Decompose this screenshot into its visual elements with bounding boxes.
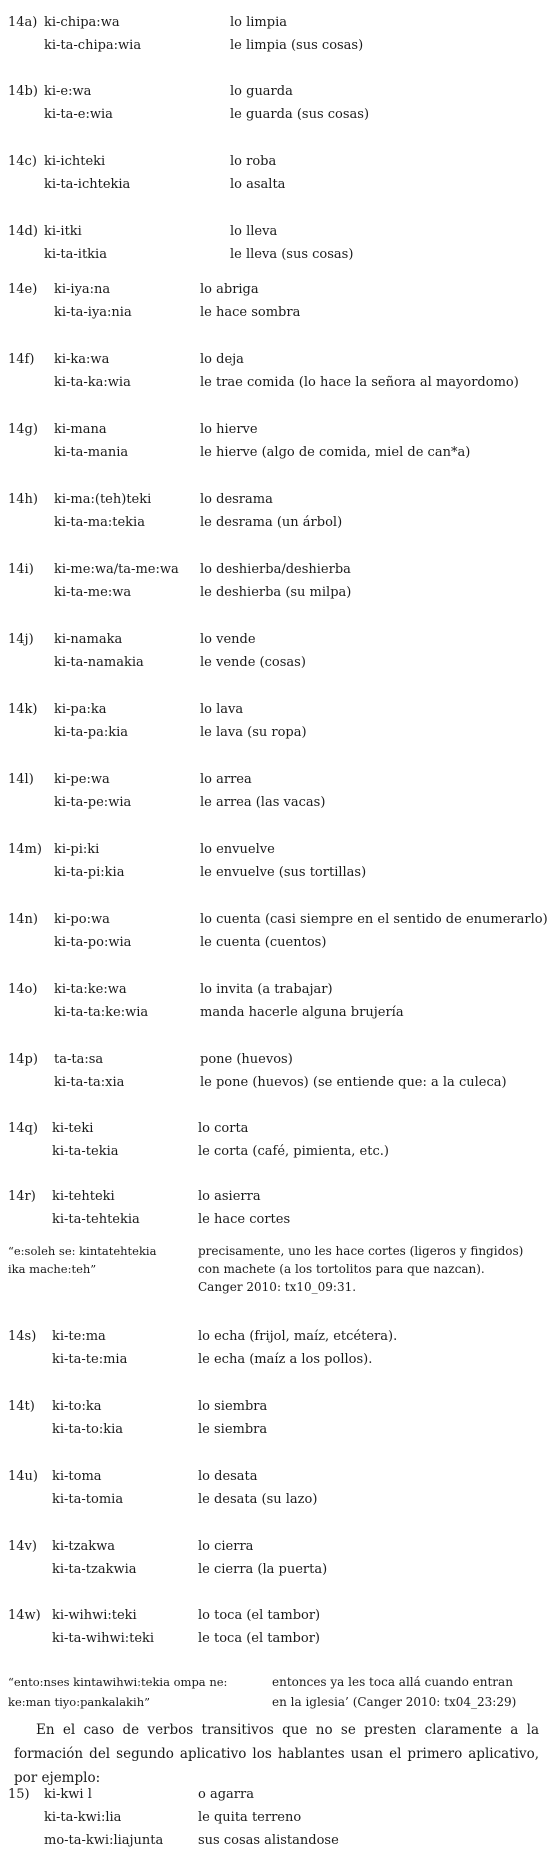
example-number: 14b) xyxy=(8,84,38,99)
example-block xyxy=(0,633,551,673)
spanish-gloss: lo echa (frijol, maíz, etcétera). xyxy=(198,1329,398,1344)
spanish-gloss: le vende (cosas) xyxy=(200,655,306,670)
example-block xyxy=(0,913,551,953)
example-block xyxy=(0,423,551,463)
example-number: 14g) xyxy=(8,422,38,437)
spanish-gloss: le arrea (las vacas) xyxy=(200,795,326,810)
spanish-gloss: lo cuenta (casi siempre en el sentido de enumerarlo) xyxy=(200,912,548,927)
nahuatl-form: ki-namaka xyxy=(54,632,123,647)
spanish-gloss: le hace sombra xyxy=(200,305,301,320)
nahuatl-form: ki-ta-ma:tekia xyxy=(54,515,145,530)
nahuatl-form: ta-ta:sa xyxy=(54,1052,104,1067)
spanish-gloss: le pone (huevos) (se entiende que: a la culeca) xyxy=(200,1075,507,1090)
spanish-gloss: le toca (el tambor) xyxy=(198,1631,320,1646)
nahuatl-form: ki-teki xyxy=(52,1121,94,1136)
example-number: 14o) xyxy=(8,982,38,997)
example-block xyxy=(0,1540,551,1580)
nahuatl-form: mo-ta-kwi:liajunta xyxy=(44,1833,164,1848)
nahuatl-form: ki-ichteki xyxy=(44,154,106,169)
nahuatl-form: ki-po:wa xyxy=(54,912,110,927)
spanish-gloss: le limpia (sus cosas) xyxy=(230,38,364,53)
quote-block xyxy=(0,1674,551,1714)
example-number: 14j) xyxy=(8,632,34,647)
quote-translation-line: con machete (a los tortolitos para que nazcan). xyxy=(198,1262,485,1276)
nahuatl-form: ki-ta-pe:wia xyxy=(54,795,132,810)
nahuatl-form: ki-itki xyxy=(44,224,82,239)
spanish-gloss: le hace cortes xyxy=(198,1212,291,1227)
spanish-gloss: lo envuelve xyxy=(200,842,275,857)
example-number: 14d) xyxy=(8,224,38,239)
nahuatl-form: ki-ta-tehtekia xyxy=(52,1212,140,1227)
nahuatl-form: ki-ka:wa xyxy=(54,352,110,367)
nahuatl-form: ki-ta-po:wia xyxy=(54,935,132,950)
example-number: 14f) xyxy=(8,352,35,367)
example-number: 14i) xyxy=(8,562,34,577)
nahuatl-form: ki-ta-ta:xia xyxy=(54,1075,125,1090)
spanish-gloss: le siembra xyxy=(198,1422,268,1437)
example-number: 14l) xyxy=(8,772,34,787)
nahuatl-form: ki-ta-ka:wia xyxy=(54,375,131,390)
spanish-gloss: le hierve (algo de comida, miel de can*a) xyxy=(200,445,471,460)
example-block xyxy=(0,16,551,56)
spanish-gloss: lo hierve xyxy=(200,422,258,437)
quote-nahuatl-line: ke:man tiyo:pankalakih” xyxy=(8,1695,150,1709)
spanish-gloss: le cierra (la puerta) xyxy=(198,1562,328,1577)
example-block xyxy=(0,983,551,1023)
nahuatl-form: ki-wihwi:teki xyxy=(52,1608,137,1623)
example-number: 14t) xyxy=(8,1399,35,1414)
example-number: 14h) xyxy=(8,492,38,507)
nahuatl-form: ki-chipa:wa xyxy=(44,15,120,30)
spanish-gloss: lo guarda xyxy=(230,84,293,99)
example-block xyxy=(0,1330,551,1370)
spanish-gloss: lo roba xyxy=(230,154,277,169)
spanish-gloss: lo cierra xyxy=(198,1539,254,1554)
spanish-gloss: pone (huevos) xyxy=(200,1052,293,1067)
example-number: 14w) xyxy=(8,1608,41,1623)
spanish-gloss: lo abriga xyxy=(200,282,259,297)
example-number: 14s) xyxy=(8,1329,37,1344)
nahuatl-form: ki-tehteki xyxy=(52,1189,115,1204)
spanish-gloss: lo limpia xyxy=(230,15,287,30)
nahuatl-form: ki-e:wa xyxy=(44,84,92,99)
spanish-gloss: le desrama (un árbol) xyxy=(200,515,343,530)
spanish-gloss: lo lava xyxy=(200,702,244,717)
nahuatl-form: ki-ta-pi:kia xyxy=(54,865,125,880)
quote-block xyxy=(0,1243,551,1303)
spanish-gloss: lo invita (a trabajar) xyxy=(200,982,333,997)
quote-nahuatl-line: “ento:nses kintawihwi:tekia ompa ne: xyxy=(8,1675,228,1689)
spanish-gloss: le quita terreno xyxy=(198,1810,302,1825)
nahuatl-form: ki-ta-tomia xyxy=(52,1492,124,1507)
example-number: 15) xyxy=(8,1787,30,1802)
example-number: 14r) xyxy=(8,1189,36,1204)
example-block xyxy=(0,1609,551,1649)
spanish-gloss: le envuelve (sus tortillas) xyxy=(200,865,367,880)
nahuatl-form: ki-ma:(teh)teki xyxy=(54,492,152,507)
example-block xyxy=(0,1122,551,1162)
example-block xyxy=(0,1788,551,1858)
spanish-gloss: le echa (maíz a los pollos). xyxy=(198,1352,373,1367)
spanish-gloss: le guarda (sus cosas) xyxy=(230,107,370,122)
nahuatl-form: ki-ta-tzakwia xyxy=(52,1562,137,1577)
spanish-gloss: lo desata xyxy=(198,1469,258,1484)
example-block xyxy=(0,85,551,125)
example-block xyxy=(0,155,551,195)
example-block xyxy=(0,843,551,883)
spanish-gloss: lo corta xyxy=(198,1121,249,1136)
example-block xyxy=(0,225,551,265)
spanish-gloss: lo deja xyxy=(200,352,244,367)
example-block xyxy=(0,1400,551,1440)
spanish-gloss: le cuenta (cuentos) xyxy=(200,935,327,950)
example-number: 14k) xyxy=(8,702,38,717)
example-block xyxy=(0,1053,551,1093)
quote-nahuatl-line: ika mache:teh” xyxy=(8,1262,97,1276)
nahuatl-form: ki-ta-ta:ke:wia xyxy=(54,1005,149,1020)
nahuatl-form: ki-iya:na xyxy=(54,282,111,297)
spanish-gloss: lo deshierba/deshierba xyxy=(200,562,351,577)
nahuatl-form: ki-pe:wa xyxy=(54,772,110,787)
spanish-gloss: le trae comida (lo hace la señora al mayordomo) xyxy=(200,375,519,390)
nahuatl-form: ki-ta:ke:wa xyxy=(54,982,127,997)
spanish-gloss: lo asierra xyxy=(198,1189,261,1204)
nahuatl-form: ki-toma xyxy=(52,1469,102,1484)
nahuatl-form: ki-to:ka xyxy=(52,1399,102,1414)
example-number: 14n) xyxy=(8,912,38,927)
spanish-gloss: le corta (café, pimienta, etc.) xyxy=(198,1144,389,1159)
nahuatl-form: ki-ta-mania xyxy=(54,445,129,460)
nahuatl-form: ki-ta-tekia xyxy=(52,1144,119,1159)
spanish-gloss: o agarra xyxy=(198,1787,254,1802)
nahuatl-form: ki-kwi l xyxy=(44,1787,92,1802)
example-block xyxy=(0,493,551,533)
nahuatl-form: ki-ta-pa:kia xyxy=(54,725,129,740)
example-number: 14v) xyxy=(8,1539,37,1554)
spanish-gloss: lo siembra xyxy=(198,1399,268,1414)
example-number: 14p) xyxy=(8,1052,38,1067)
spanish-gloss: sus cosas alistandose xyxy=(198,1833,339,1848)
quote-translation-line: en la iglesia’ (Canger 2010: tx04_23:29) xyxy=(272,1695,517,1709)
nahuatl-form: ki-ta-ichtekia xyxy=(44,177,131,192)
example-block xyxy=(0,1470,551,1510)
spanish-gloss: lo asalta xyxy=(230,177,286,192)
quote-translation-line: Canger 2010: tx10_09:31. xyxy=(198,1280,357,1294)
spanish-gloss: lo desrama xyxy=(200,492,273,507)
nahuatl-form: ki-ta-e:wia xyxy=(44,107,113,122)
nahuatl-form: ki-ta-to:kia xyxy=(52,1422,124,1437)
example-block xyxy=(0,773,551,813)
nahuatl-form: ki-ta-me:wa xyxy=(54,585,132,600)
example-block xyxy=(0,353,551,393)
spanish-gloss: le lava (su ropa) xyxy=(200,725,307,740)
body-paragraph: En el caso de verbos transitivos que no se presten claramente a la formación del segundo aplicativo los hablantes usan el primero aplicativo, por ejemplo: xyxy=(14,1722,539,1786)
nahuatl-form: ki-ta-kwi:lia xyxy=(44,1810,122,1825)
spanish-gloss: le desata (su lazo) xyxy=(198,1492,318,1507)
nahuatl-form: ki-pi:ki xyxy=(54,842,100,857)
nahuatl-form: ki-ta-chipa:wia xyxy=(44,38,142,53)
nahuatl-form: ki-tzakwa xyxy=(52,1539,116,1554)
nahuatl-form: ki-mana xyxy=(54,422,107,437)
spanish-gloss: lo toca (el tambor) xyxy=(198,1608,321,1623)
spanish-gloss: lo vende xyxy=(200,632,256,647)
quote-translation-line: precisamente, uno les hace cortes (ligeros y fingidos) xyxy=(198,1244,524,1258)
example-block xyxy=(0,1190,551,1230)
quote-translation-line: entonces ya les toca allá cuando entran xyxy=(272,1675,513,1689)
nahuatl-form: ki-te:ma xyxy=(52,1329,106,1344)
nahuatl-form: ki-ta-namakia xyxy=(54,655,144,670)
example-number: 14c) xyxy=(8,154,37,169)
nahuatl-form: ki-pa:ka xyxy=(54,702,107,717)
example-number: 14q) xyxy=(8,1121,38,1136)
nahuatl-form: ki-ta-itkia xyxy=(44,247,107,262)
example-number: 14m) xyxy=(8,842,42,857)
example-block xyxy=(0,283,551,323)
spanish-gloss: manda hacerle alguna brujería xyxy=(200,1005,404,1020)
spanish-gloss: le lleva (sus cosas) xyxy=(230,247,354,262)
example-block xyxy=(0,563,551,603)
spanish-gloss: le deshierba (su milpa) xyxy=(200,585,352,600)
example-number: 14u) xyxy=(8,1469,38,1484)
spanish-gloss: lo arrea xyxy=(200,772,252,787)
example-number: 14a) xyxy=(8,15,38,30)
example-number: 14e) xyxy=(8,282,38,297)
example-block xyxy=(0,703,551,743)
nahuatl-form: ki-me:wa/ta-me:wa xyxy=(54,562,179,577)
quote-nahuatl-line: “e:soleh se: kintatehtekia xyxy=(8,1244,157,1258)
nahuatl-form: ki-ta-wihwi:teki xyxy=(52,1631,155,1646)
spanish-gloss: lo lleva xyxy=(230,224,278,239)
nahuatl-form: ki-ta-te:mia xyxy=(52,1352,128,1367)
nahuatl-form: ki-ta-iya:nia xyxy=(54,305,132,320)
